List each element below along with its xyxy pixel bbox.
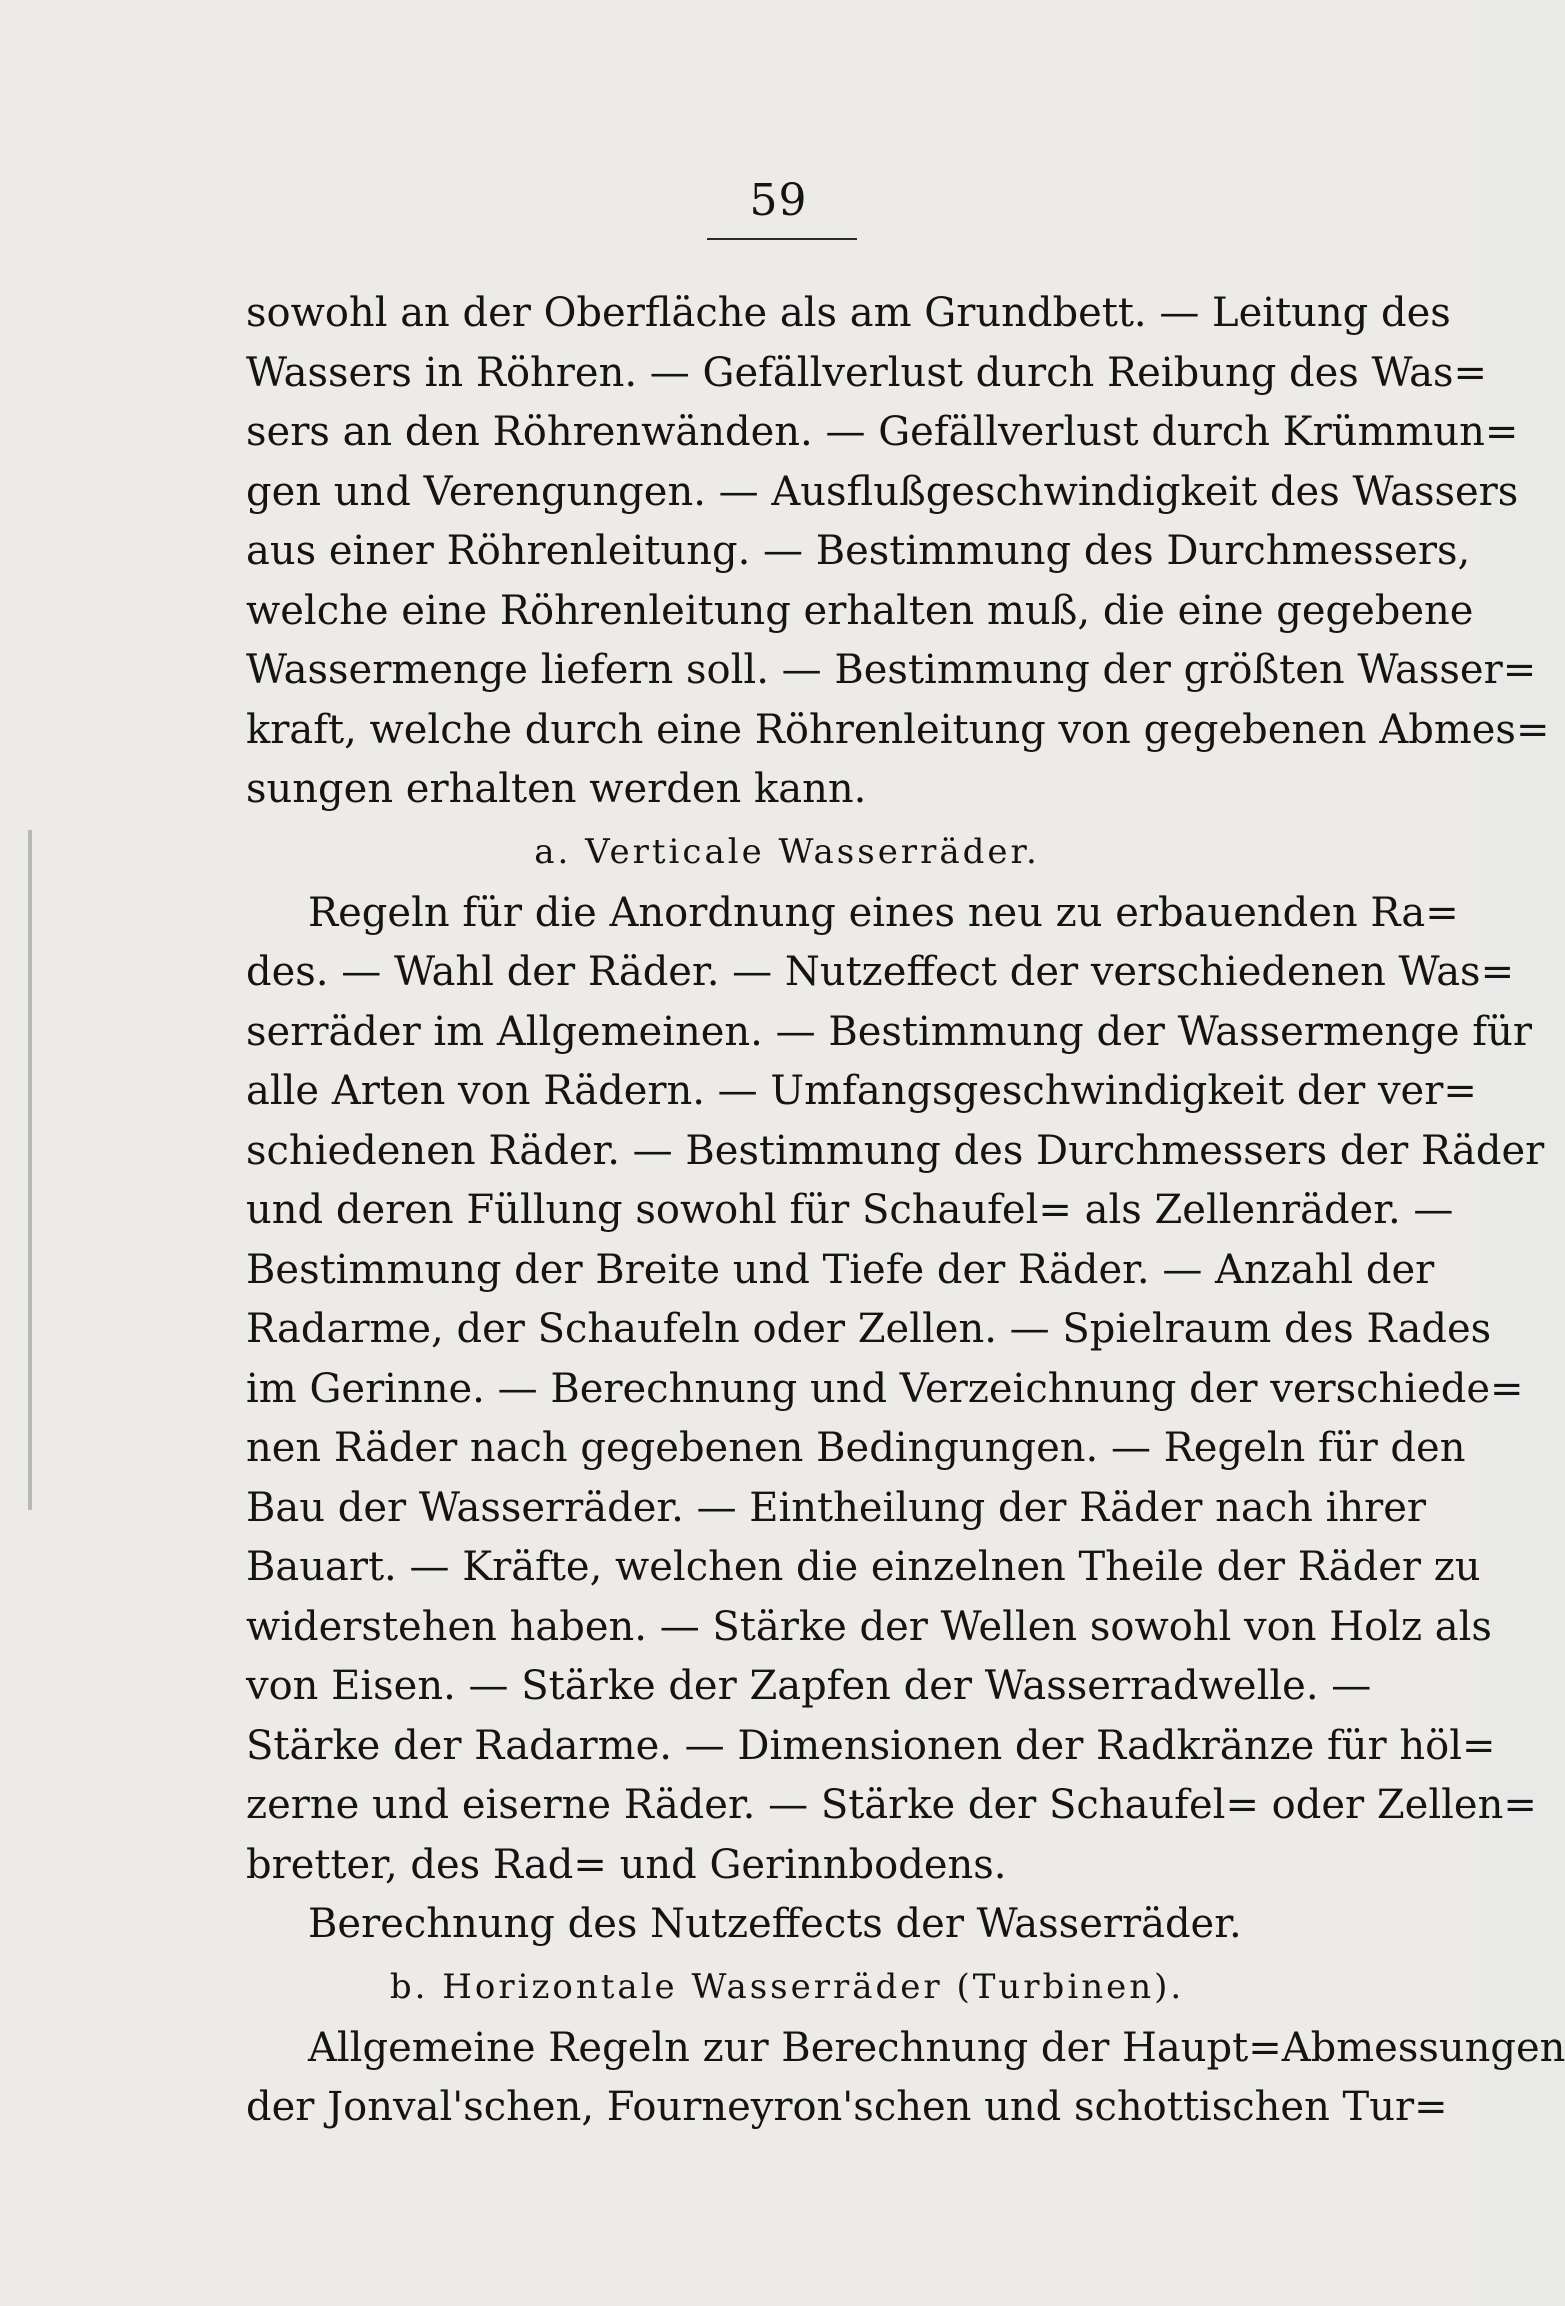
page-text <box>246 284 1565 2138</box>
page-number-rule <box>707 238 857 240</box>
text-line: serräder im Allgemeinen. — Bestimmung der Wassermenge für <box>246 1008 1532 1055</box>
paragraph-3: Berechnung des Nutzeffects der Wasserräder. <box>308 1901 1242 1947</box>
text-line: sungen erhalten werden kann. <box>246 766 867 812</box>
text-line: Bau der Wasserräder. — Eintheilung der Räder nach ihrer <box>246 1484 1427 1531</box>
text-line: des. — Wahl der Räder. — Nutzeffect der verschiedenen Was= <box>246 949 1515 995</box>
section-heading-a: a. Verticale Wasserräder. <box>534 831 1040 872</box>
paragraph-4 <box>246 2019 1565 2138</box>
text-line: der Jonval'schen, Fourneyron'schen und schottischen Tur= <box>246 2084 1448 2130</box>
text-line: widerstehen haben. — Stärke der Wellen sowohl von Holz als <box>246 1603 1492 1650</box>
text-line: von Eisen. — Stärke der Zapfen der Wasserradwelle. — <box>246 1663 1372 1709</box>
text-line: sowohl an der Oberfläche als am Grundbett. — Leitung des <box>246 290 1451 336</box>
text-line: alle Arten von Rädern. — Umfangsgeschwindigkeit der ver= <box>246 1068 1477 1114</box>
text-line: Wassermenge liefern soll. — Bestimmung der größten Wasser= <box>246 647 1537 693</box>
text-line: zerne und eiserne Räder. — Stärke der Schaufel= oder Zellen= <box>246 1782 1537 1828</box>
text-line: nen Räder nach gegebenen Bedingungen. — Regeln für den <box>246 1425 1466 1471</box>
binding-edge-shadow <box>28 830 32 1510</box>
paragraph-1 <box>246 284 1550 820</box>
page-number: 59 <box>749 175 808 226</box>
text-line: und deren Füllung sowohl für Schaufel= als Zellenräder. — <box>246 1187 1454 1233</box>
text-line: Regeln für die Anordnung eines neu zu erbauenden Ra= <box>308 889 1459 936</box>
text-line: Radarme, der Schaufeln oder Zellen. — Spielraum des Rades <box>246 1306 1492 1352</box>
text-line: welche eine Röhrenleitung erhalten muß, die eine gegebene <box>246 587 1474 634</box>
text-line: sers an den Röhrenwänden. — Gefällverlust durch Krümmun= <box>246 409 1519 455</box>
text-line: Allgemeine Regeln zur Berechnung der Haupt=Abmessungen <box>308 2024 1565 2071</box>
text-line: im Gerinne. — Berechnung und Verzeichnung der verschiede= <box>246 1365 1524 1412</box>
text-line: gen und Verengungen. — Ausflußgeschwindigkeit des Wassers <box>246 468 1519 515</box>
text-line: Wassers in Röhren. — Gefällverlust durch Reibung des Was= <box>246 349 1488 396</box>
text-line: Bauart. — Kräfte, welchen die einzelnen Theile der Räder zu <box>246 1544 1481 1590</box>
paragraph-2 <box>246 884 1545 1896</box>
text-line: bretter, des Rad= und Gerinnbodens. <box>246 1841 1007 1888</box>
text-line: kraft, welche durch eine Röhrenleitung von gegebenen Abmes= <box>246 706 1550 753</box>
section-heading-b: b. Horizontale Wasserräder (Turbinen). <box>389 1966 1185 2007</box>
text-line: aus einer Röhrenleitung. — Bestimmung des Durchmessers, <box>246 528 1471 574</box>
text-line: schiedenen Räder. — Bestimmung des Durchmessers der Räder <box>246 1127 1545 1174</box>
text-line: Stärke der Radarme. — Dimensionen der Radkränze für höl= <box>246 1722 1496 1769</box>
text-line: Bestimmung der Breite und Tiefe der Räder. — Anzahl der <box>246 1246 1435 1293</box>
